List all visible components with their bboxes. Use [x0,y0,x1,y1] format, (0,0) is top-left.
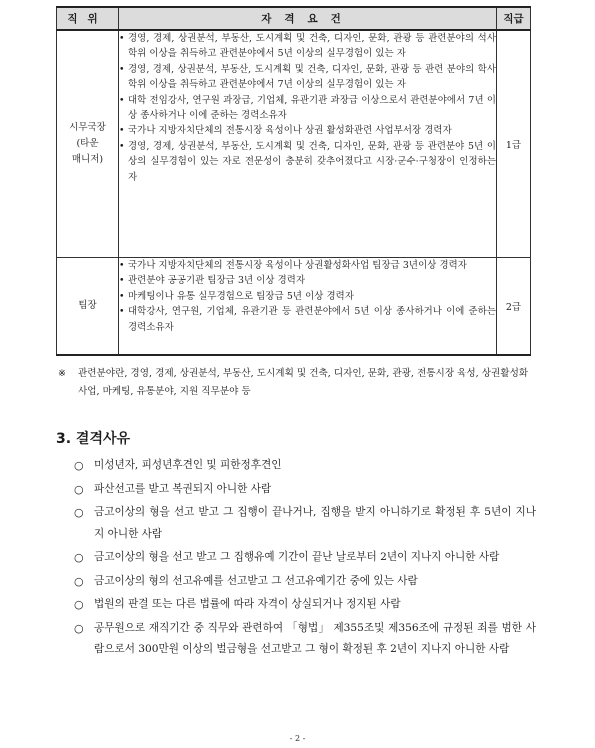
circle-bullet-icon: ○ [74,551,84,564]
requirements-list [119,31,496,185]
position-line: 팀장 [78,300,97,311]
list-item-text: 공무원으로 재직기간 중 직무와 관련하여 「형법」 제355조및 제356조에 규정된 죄를 범한 사람으로서 300만원 이상의 벌금형을 선고받고 그 형이 확정된 후 2년이 지나지 아니한 사람 [94,621,536,655]
header-grade: 직급 [497,7,531,30]
circle-bullet-icon: ○ [74,621,84,635]
bullet-icon: • [119,140,125,152]
note-text: 관련분야란, 경영, 경제, 상권분석, 부동산, 도시계획 및 건축, 디자인, 문화, 관광, 전통시장 육성, 상권활성화 사업, 마케팅, 유통분야, 지원 직무분야 등 [78,368,529,397]
bullet-icon: • [119,125,125,137]
list-item [74,502,536,545]
position-line: (타운 [76,138,99,149]
header-requirements: 자격요건 [119,7,497,30]
position-cell [57,30,119,258]
list-item-text: 파산선고를 받고 복권되지 아니한 사람 [94,482,272,495]
requirement-text: 관련분야 공공기관 팀장급 3년 이상 경력자 [128,275,306,287]
table-row [57,258,531,356]
requirement-text: 국가나 지방자치단체의 전통시장 육성이나 상권활성화사업 팀장급 3년이상 경력자 [128,260,467,271]
requirement-item [119,273,496,288]
bullet-icon: • [119,275,125,287]
requirement-item [119,93,496,124]
list-item [74,479,536,501]
list-item-text: 금고이상의 형을 선고 받고 그 집행이 끝나거나, 집행을 받지 아니하기로 확정된 후 5년이 지나지 아니한 사람 [94,506,536,540]
list-item-text: 금고이상의 형의 선고유예를 선고받고 그 선고유예기간 중에 있는 사람 [94,574,418,587]
grade-cell: 2급 [497,258,531,356]
grade-cell: 1급 [497,30,531,258]
list-item [74,594,536,616]
requirement-text: 국가나 지방자치단체의 전통시장 육성이나 상권 활성화관련 사업부서장 경력자 [128,125,452,137]
circle-bullet-icon: ○ [74,574,84,588]
requirement-text: 경영, 경제, 상권분석, 부동산, 도시계획 및 건축, 디자인, 문화, 관광 등 관련분야 5년 이상의 실무경험이 있는 자로 전문성이 충분히 갖추어졌다고 시장·군수·구청장이 인정하는 자 [128,140,496,183]
list-item [74,571,536,593]
table-header-row [57,7,531,30]
list-item-text: 미성년자, 피성년후견인 및 피한정후견인 [94,459,282,471]
bullet-icon: • [119,306,125,318]
list-item [74,547,536,569]
requirement-item [119,304,496,335]
requirement-item [119,258,496,273]
requirement-text: 마케팅이나 유통 실무경험으로 팀장급 5년 이상 경력자 [128,290,354,302]
section-title: 3. 결격사유 [56,431,131,447]
position-line: 시무국장 [69,122,106,133]
list-item-text: 금고이상의 형을 선고 받고 그 집행유예 기간이 끝난 날로부터 2년이 지나지 아니한 사람 [94,551,500,563]
header-position: 직위 [57,7,119,30]
bullet-icon: • [119,290,125,302]
requirement-item [119,289,496,304]
table-row [57,30,531,258]
bullet-icon: • [119,63,125,75]
bullet-icon: • [119,94,125,106]
position-line: 매니저) [71,154,104,165]
requirement-text: 대학 전임강사, 연구원 과장급, 기업체, 유관기관 과장급 이상으로서 관련분야에서 7년 이상 종사하거나 이에 준하는 경력소유자 [128,94,496,122]
list-item-text: 법원의 판결 또는 다른 법률에 따라 자격이 상실되거나 정지된 사람 [94,598,401,610]
requirements-list [119,258,496,335]
qualification-table [56,6,531,356]
requirement-text: 경영, 경제, 상권분석, 부동산, 도시계획 및 건축, 디자인, 문화, 관광 등 관련 분야의 학사학위 이상을 취득하고 관련분야에서 7년 이상의 실무경험이 있는 자 [128,63,496,91]
circle-bullet-icon: ○ [74,598,84,611]
circle-bullet-icon: ○ [74,459,84,472]
list-item [74,455,536,477]
list-item [74,618,536,661]
requirement-item [119,139,496,185]
circle-bullet-icon: ○ [74,506,84,519]
position-cell [57,258,119,356]
circle-bullet-icon: ○ [74,482,84,496]
bullet-icon: • [119,260,125,271]
requirement-item [119,123,496,138]
disqualification-list [74,455,536,663]
reference-mark-icon: ※ [58,368,67,379]
requirements-cell [119,30,497,258]
requirement-item [119,31,496,62]
requirement-item [119,62,496,93]
related-field-note [58,365,536,401]
requirement-text: 경영, 경제, 상권분석, 부동산, 도시계획 및 건축, 디자인, 문화, 관광 등 관련분야의 석사학위 이상을 취득하고 관련분야에서 5년 이상의 실무경험이 있는 자 [128,33,496,60]
requirements-cell [119,258,497,356]
page-number: - 2 - [289,734,306,743]
bullet-icon: • [119,33,125,44]
requirement-text: 대학강사, 연구원, 기업체, 유관기관 등 관련분야에서 5년 이상 종사하거나 이에 준하는 경력소유자 [128,306,496,333]
